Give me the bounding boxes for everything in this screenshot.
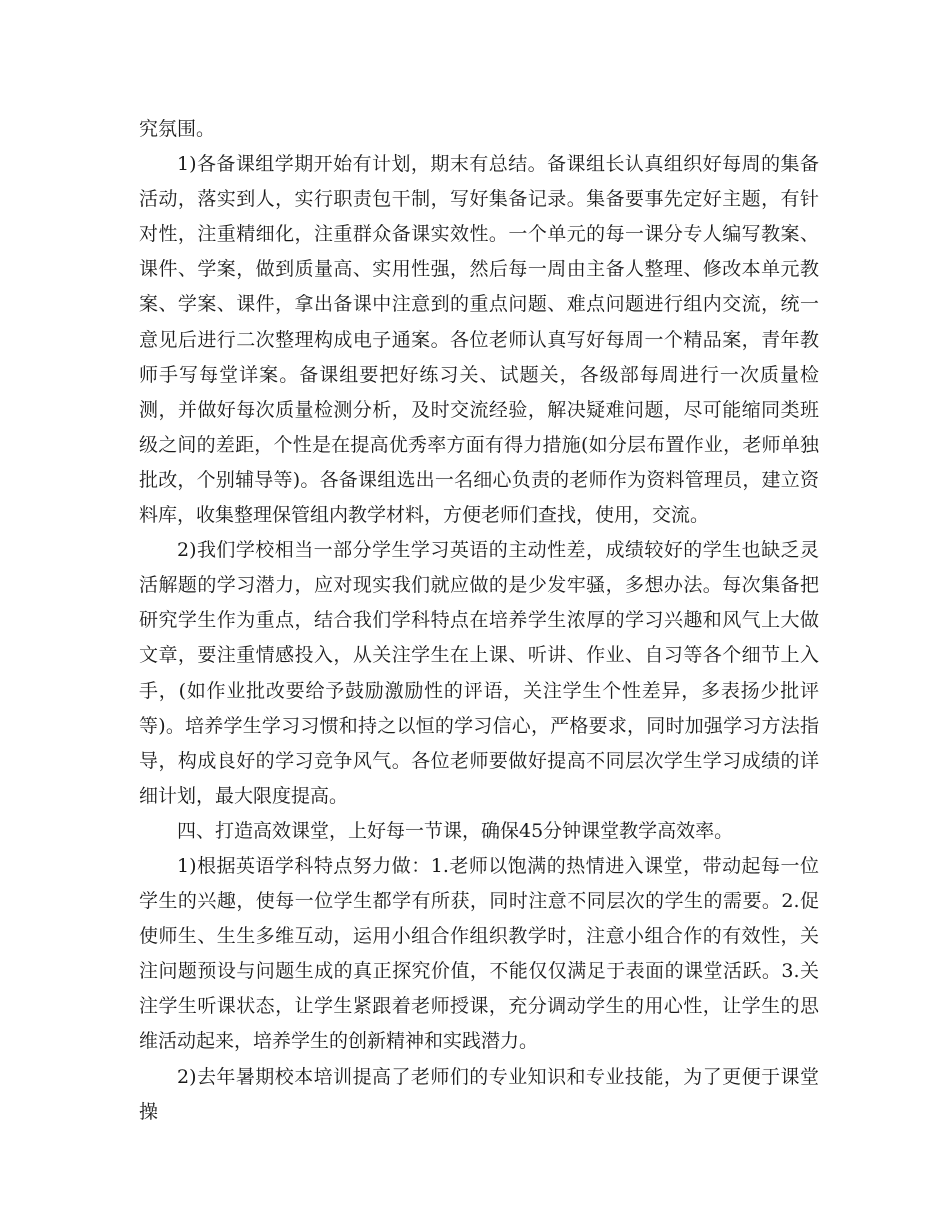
paragraph-english-teaching: 1)根据英语学科特点努力做：1.老师以饱满的热情进入课堂，带动起每一位学生的兴趣，使每一位学生都学有所获，同时注意不同层次的学生的需要。2.促使师生、生生多维互动，运用小组合作组织教学时，注意小组合作的有效性，关注问题预设与问题生成的真正探究价值，不能仅仅满足于表面的课堂活跃。3.关注学生听课状态，让学生紧跟着老师授课，充分调动学生的用心性，让学生的思维活动起来，培养学生的创新精神和实践潜力。 <box>139 854 819 1053</box>
paragraph-continuation: 究氛围。 <box>139 118 216 140</box>
section-heading-efficient-classroom: 四、打造高效课堂，上好每一节课，确保45分钟课堂教学高效率。 <box>177 819 734 842</box>
document-body <box>139 112 819 1130</box>
paragraph-summer-training: 2)去年暑期校本培训提高了老师们的专业知识和专业技能，为了更便于课堂操 <box>139 1065 819 1123</box>
paragraph-lesson-prep-groups: 1)各备课组学期开始有计划，期末有总结。备课组长认真组织好每周的集备活动，落实到人，实行职责包干制，写好集备记录。集备要事先定好主题，有针对性，注重精细化，注重群众备课实效性。一个单元的每一课分专人编写教案、课件、学案，做到质量高、实用性强，然后每一周由主备人整理、修改本单元教案、学案、课件，拿出备课中注意到的重点问题、难点问题进行组内交流，统一意见后进行二次整理构成电子通案。各位老师认真写好每周一个精品案，青年教师手写每堂详案。备课组要把好练习关、试题关，各级部每周进行一次质量检测，并做好每次质量检测分析，及时交流经验，解决疑难问题，尽可能缩同类班级之间的差距，个性是在提高优秀率方面有得力措施(如分层布置作业，老师单独批改，个别辅导等)。各备课组选出一名细心负责的老师作为资料管理员，建立资料库，收集整理保管组内教学材料，方便老师们查找，使用，交流。 <box>139 153 819 527</box>
paragraph-student-motivation: 2)我们学校相当一部分学生学习英语的主动性差，成绩较好的学生也缺乏灵活解题的学习潜力，应对现实我们就应做的是少发牢骚，多想办法。每次集备把研究学生作为重点，结合我们学科特点在培养学生浓厚的学习兴趣和风气上大做文章，要注重情感投入，从关注学生在上课、听讲、作业、自习等各个细节上入手，(如作业批改要给予鼓励激励性的评语，关注学生个性差异，多表扬少批评等)。培养学生学习习惯和持之以恒的学习信心，严格要求，同时加强学习方法指导，构成良好的学习竞争风气。各位老师要做好提高不同层次学生学习成绩的详细计划，最大限度提高。 <box>139 539 819 807</box>
